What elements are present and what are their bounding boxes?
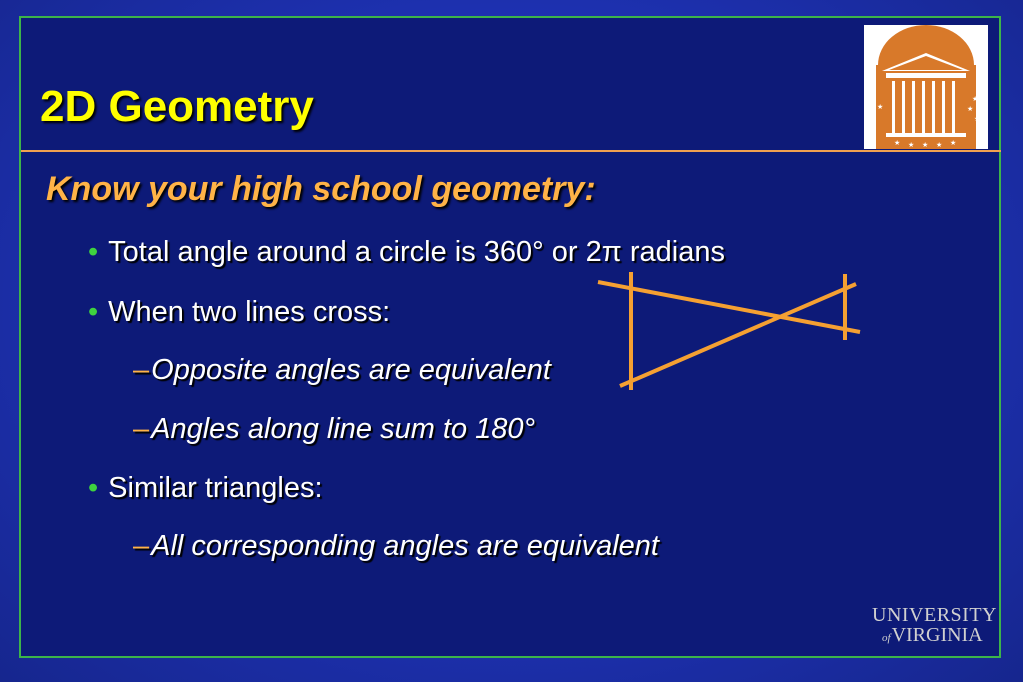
svg-text:★: ★ xyxy=(972,95,979,103)
svg-text:★: ★ xyxy=(870,95,877,103)
rotunda-logo-icon xyxy=(864,25,988,149)
svg-text:★: ★ xyxy=(936,141,943,149)
bullet-marker: • xyxy=(88,236,99,268)
sub-bullet-text: Opposite angles are equivalent xyxy=(151,354,551,386)
bullet-lines-cross xyxy=(88,296,390,329)
wordmark-of: of xyxy=(882,632,891,644)
slide-subtitle: Know your high school geometry: xyxy=(46,170,596,208)
svg-text:★: ★ xyxy=(894,139,901,147)
bullet-similar-triangles xyxy=(88,472,323,505)
bullet-marker: • xyxy=(88,472,99,504)
rotunda-logo xyxy=(864,25,988,149)
dash-marker: – xyxy=(133,354,150,386)
slide-title: 2D Geometry xyxy=(40,82,314,131)
svg-text:★: ★ xyxy=(922,141,929,149)
crossing-lines-diagram xyxy=(590,262,870,392)
bullet-text: Similar triangles: xyxy=(108,472,323,504)
svg-text:★: ★ xyxy=(974,115,981,123)
wordmark-virginia-row xyxy=(882,625,994,645)
dash-marker: – xyxy=(133,413,150,445)
dash-marker: – xyxy=(133,530,150,562)
bullet-marker: • xyxy=(88,296,99,328)
sub-bullet-line-sum xyxy=(133,413,535,446)
sub-bullet-corresponding-angles xyxy=(133,530,659,563)
title-divider xyxy=(21,150,1001,152)
wordmark-university: UNIVERSITY xyxy=(872,604,997,626)
uva-wordmark xyxy=(872,604,997,646)
svg-text:★: ★ xyxy=(908,141,915,149)
sub-bullet-opposite-angles xyxy=(133,354,551,387)
svg-text:★: ★ xyxy=(967,105,974,113)
svg-text:★: ★ xyxy=(950,139,957,147)
wordmark-virginia: VIRGINIA xyxy=(891,624,983,646)
transversal-line-a xyxy=(598,282,860,332)
transversal-line-b xyxy=(620,284,856,386)
bullet-text: When two lines cross: xyxy=(108,296,391,328)
svg-text:★: ★ xyxy=(870,115,877,123)
bullet-text: Total angle around a circle is 360° or 2π radians xyxy=(108,236,725,268)
svg-text:★: ★ xyxy=(877,103,884,111)
sub-bullet-text: Angles along line sum to 180° xyxy=(151,413,536,445)
sub-bullet-text: All corresponding angles are equivalent xyxy=(151,530,659,562)
